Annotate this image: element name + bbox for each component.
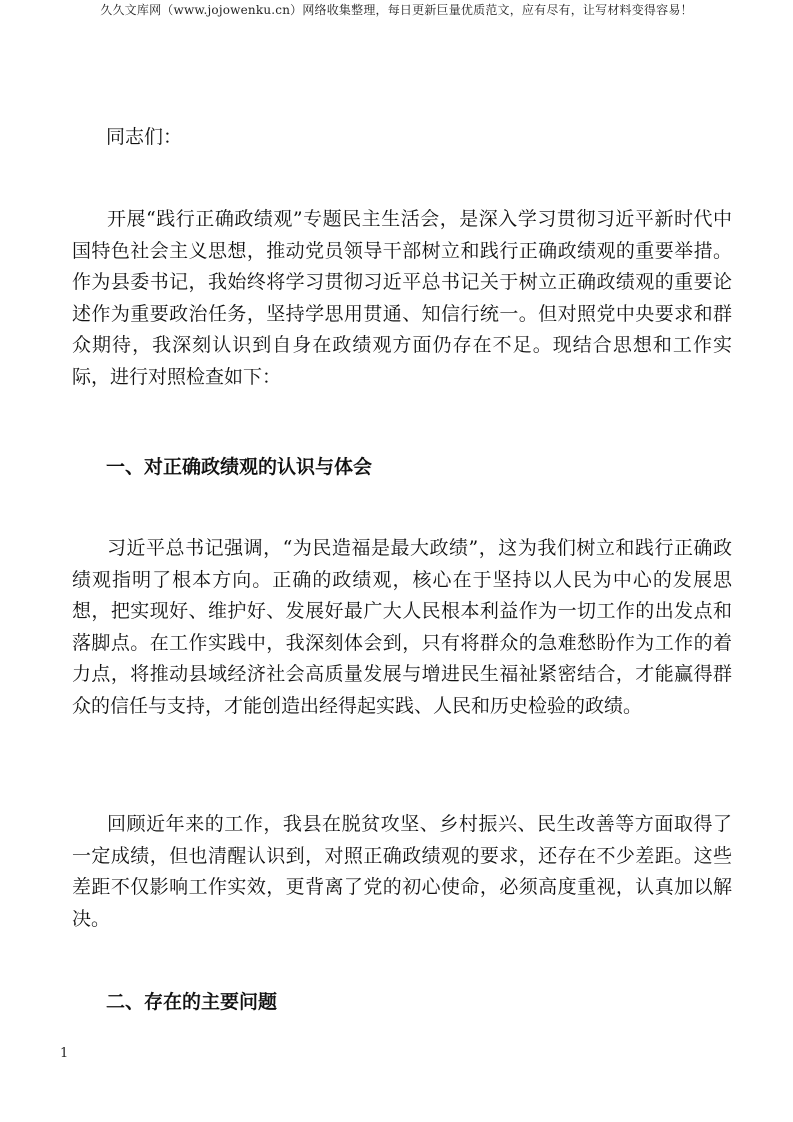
- section-1-paragraph-1: 习近平总书记强调，“为民造福是最大政绩”，这为我们树立和践行正确政绩观指明了根本方向。正确的政绩观，核心在于坚持以人民为中心的发展思想，把实现好、维护好、发展好最广大人民根本利益作为一切工作的出发点和落脚点。在工作实践中，我深刻体会到，只有将群众的急难愁盼作为工作的着力点，将推动县域经济社会高质量发展与增进民生福祉紧密结合，才能赢得群众的信任与支持，才能创造出经得起实践、人民和历史检验的政绩。: [72, 537, 732, 717]
- page-number: 1: [60, 1046, 69, 1061]
- section-heading-1: 一、对正确政绩观的认识与体会: [106, 456, 373, 478]
- salutation: 同志们：: [106, 126, 183, 148]
- section-1-paragraph-2: 回顾近年来的工作，我县在脱贫攻坚、乡村振兴、民生改善等方面取得了一定成绩，但也清醒认识到，对照正确政绩观的要求，还存在不少差距。这些差距不仅影响工作实效，更背离了党的初心使命，必须高度重视，认真加以解决。: [72, 813, 732, 930]
- intro-paragraph: 开展“践行正确政绩观”专题民主生活会，是深入学习贯彻习近平新时代中国特色社会主义思想，推动党员领导干部树立和践行正确政绩观的重要举措。作为县委书记，我始终将学习贯彻习近平总书记关于树立正确政绩观的重要论述作为重要政治任务，坚持学思用贯通、知信行统一。但对照党中央要求和群众期待，我深刻认识到自身在政绩观方面仍存在不足。现结合思想和工作实际，进行对照检查如下：: [72, 208, 732, 388]
- header-banner: 久久文库网（www.jojowenku.cn）网络收集整理，每日更新巨量优质范文，应有尽有，让写材料变得容易！: [100, 3, 693, 17]
- section-heading-2: 二、存在的主要问题: [106, 991, 278, 1013]
